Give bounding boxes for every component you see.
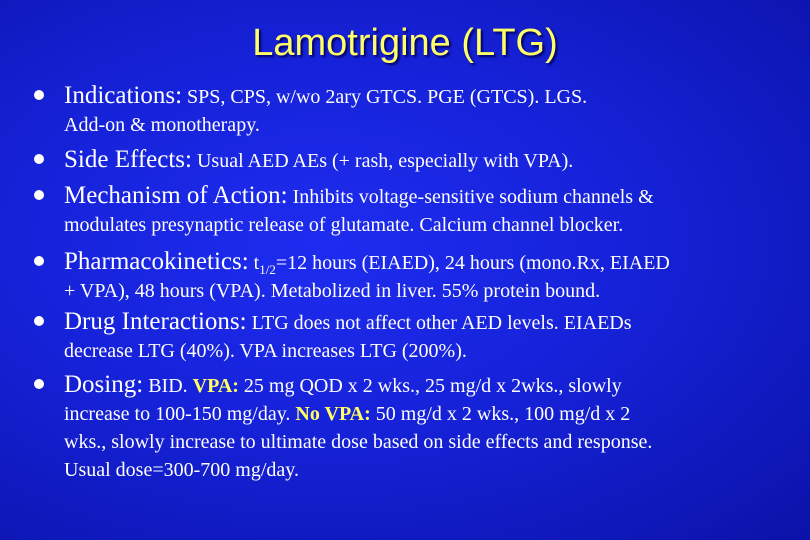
list-item-interactions xyxy=(64,308,784,365)
item-heading: Indications: xyxy=(64,82,183,109)
vpa-dose-text: 25 mg QOD x 2 wks., 25 mg/d x 2wks., slowly xyxy=(243,375,622,397)
no-vpa-label: No VPA: xyxy=(295,403,371,425)
bullet-icon xyxy=(34,190,44,200)
item-text-cont: Add-on & monotherapy. xyxy=(64,114,260,136)
list-item-pharmacokinetics xyxy=(64,248,784,305)
list-item-side-effects xyxy=(64,146,784,175)
no-vpa-dose-text: 50 mg/d x 2 wks., 100 mg/d x 2 xyxy=(375,403,631,425)
item-heading: Side Effects: xyxy=(64,146,192,173)
item-text: SPS, CPS, w/wo 2ary GTCS. PGE (GTCS). LGS. xyxy=(187,86,588,108)
item-text: Inhibits voltage-sensitive sodium channels & xyxy=(292,186,654,208)
item-text-cont: + VPA), 48 hours (VPA). Metabolized in liver. 55% protein bound. xyxy=(64,280,601,302)
item-text-cont: modulates presynaptic release of glutamate. Calcium channel blocker. xyxy=(64,214,624,236)
bullet-icon xyxy=(34,90,44,100)
item-text-cont: decrease LTG (40%). VPA increases LTG (200%). xyxy=(64,340,467,362)
bullet-icon xyxy=(34,154,44,164)
usual-dose-text: Usual dose=300-700 mg/day. xyxy=(64,459,299,481)
list-item-dosing xyxy=(64,371,784,484)
item-heading: Dosing: xyxy=(64,371,144,398)
item-text: =12 hours (EIAED), 24 hours (mono.Rx, EIAED xyxy=(275,252,670,274)
bullet-icon xyxy=(34,256,44,266)
item-text-cont: wks., slowly increase to ultimate dose based on side effects and response. xyxy=(64,431,653,453)
bullet-icon xyxy=(34,379,44,389)
item-text: LTG does not affect other AED levels. EIAEDs xyxy=(251,312,632,334)
half-life-subscript: 1/2 xyxy=(259,262,276,277)
list-item-mechanism xyxy=(64,182,784,239)
item-heading: Mechanism of Action: xyxy=(64,182,288,209)
half-life-symbol: t xyxy=(253,252,260,274)
item-text: Usual AED AEs (+ rash, especially with VPA). xyxy=(196,150,574,172)
item-text: BID. xyxy=(148,375,188,397)
bullet-icon xyxy=(34,316,44,326)
item-heading: Drug Interactions: xyxy=(64,308,247,335)
list-item-indications xyxy=(64,82,784,139)
item-text-cont: increase to 100-150 mg/day. xyxy=(64,403,291,425)
item-heading: Pharmacokinetics: xyxy=(64,248,249,275)
slide-title: Lamotrigine (LTG) xyxy=(252,22,558,64)
vpa-label: VPA: xyxy=(192,375,239,397)
